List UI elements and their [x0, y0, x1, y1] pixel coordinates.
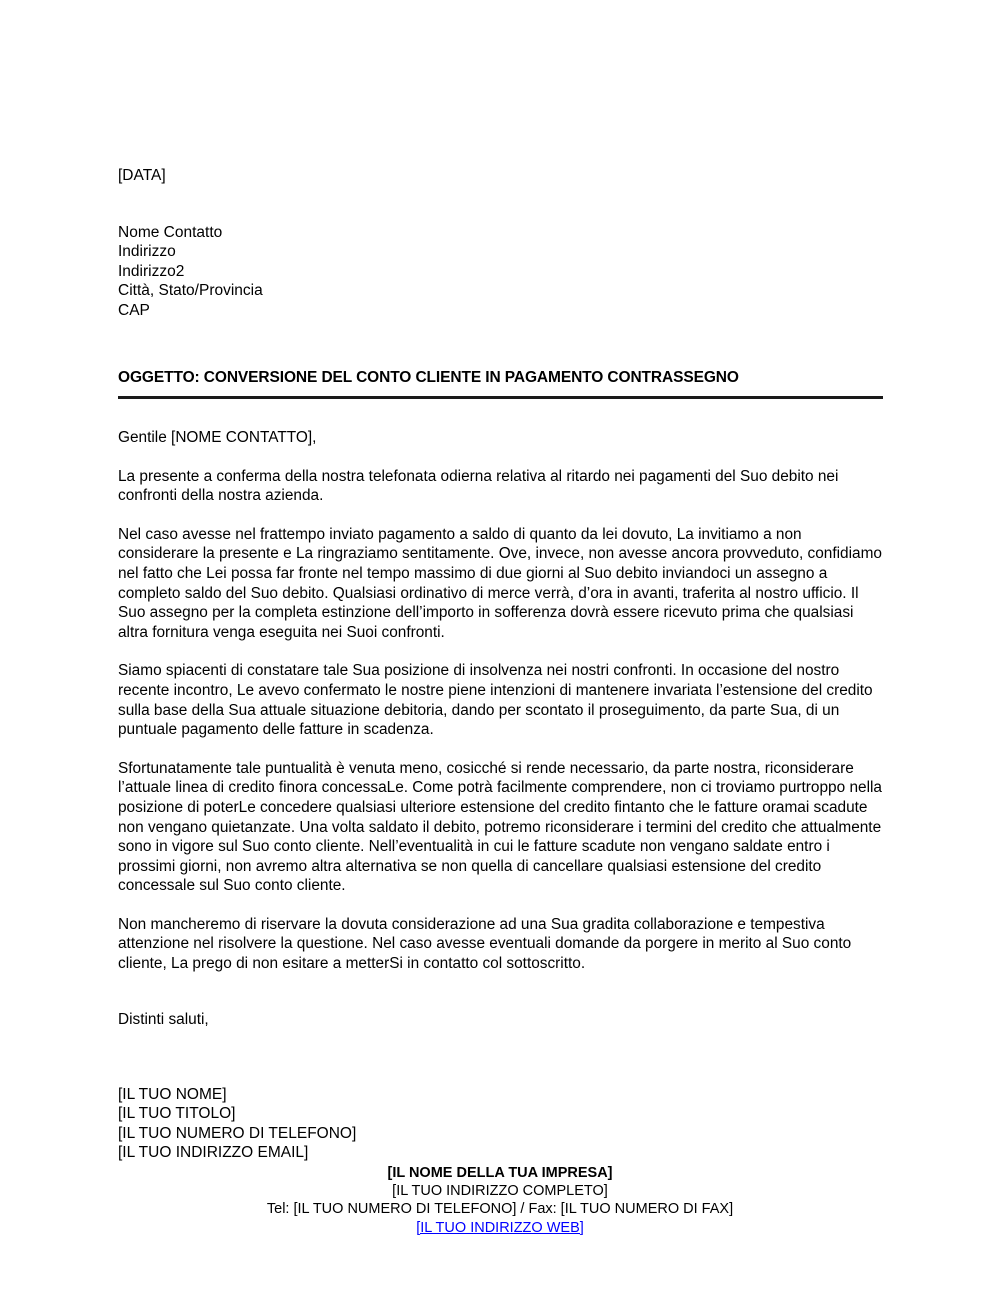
recipient-name: Nome Contatto [118, 224, 223, 241]
page-footer [0, 1164, 1000, 1237]
signature-block [118, 1085, 356, 1163]
closing-salutation: Distinti saluti, [118, 1010, 209, 1028]
signer-phone: [IL TUO NUMERO DI TELEFONO] [118, 1124, 357, 1142]
recipient-address-2: Indirizzo2 [118, 262, 185, 280]
subject-divider-rule [118, 396, 883, 399]
recipient-address-1: Indirizzo [118, 243, 176, 261]
footer-website-link[interactable]: [IL TUO INDIRIZZO WEB] [416, 1219, 584, 1236]
body-paragraph-4: Sfortunatamente tale puntualità è venuta meno, cosicché si rende necessario, da parte nostra, riconsiderare l’attuale linea di credito finora concessaLe. Come potrà facilmente comprendere, non ci troviamo purtroppo nella posizione di poterLe concedere qualsiasi ulteriore estensione del credito fintanto che le fatture oramai scadute non vengano quietanzate. Una volta saldato il debito, potremo riconsiderare i termini del credito che attualmente sono in vigore sul Suo conto cliente. Nell’eventualità in cui le fatture scadute non vengano saldate entro i prossimi giorni, non avremo altra alternativa se non quella di cancellare qualsiasi estensione del credito concessale sul Suo conto cliente. [118, 759, 882, 895]
recipient-address-block [118, 223, 263, 320]
recipient-city-state: Città, Stato/Provincia [118, 282, 263, 300]
subject-line: OGGETTO: CONVERSIONE DEL CONTO CLIENTE IN PAGAMENTO CONTRASSEGNO [118, 369, 739, 386]
footer-address: [IL TUO INDIRIZZO COMPLETO] [392, 1183, 608, 1200]
body-paragraph-5: Non mancheremo di riservare la dovuta considerazione ad una Sua gradita collaborazione e tempestiva attenzione nel risolvere la questione. Nel caso avesse eventuali domande da porgere in merito al Suo conto cliente, La prego di non esitare a metterSi in contatto col sottoscritto. [118, 915, 852, 973]
subject-section [118, 368, 883, 399]
signer-name: [IL TUO NOME] [118, 1086, 227, 1103]
recipient-postal-code: CAP [118, 301, 150, 319]
footer-contact: Tel: [IL TUO NUMERO DI TELEFONO] / Fax: [IL TUO NUMERO DI FAX] [266, 1201, 734, 1218]
salutation: Gentile [NOME CONTATTO], [118, 429, 317, 446]
signer-title: [IL TUO TITOLO] [118, 1105, 236, 1123]
body-paragraph-2: Nel caso avesse nel frattempo inviato pagamento a saldo di quanto da lei dovuto, La invitiamo a non considerare la presente e La ringraziamo sentitamente. Ove, invece, non avesse ancora provveduto, confidiamo nel fatto che Lei possa far fronte nel tempo massimo di due giorni al Suo debito inviandoci un assegno a completo saldo del Suo debito. Qualsiasi ordinativo di merce verrà, d’ora in avanti, traferita al nostro ufficio. Il Suo assegno per la completa estinzione dell’importo in sofferenza dovrà essere ricevuto prima che qualsiasi altra fornitura venga eseguita nei Suoi confronti. [118, 525, 882, 641]
letter-body [118, 428, 883, 1029]
date-field: [DATA] [118, 167, 166, 184]
body-paragraph-3: Siamo spiacenti di constatare tale Sua posizione di insolvenza nei nostri confronti. In occasione del nostro recente incontro, Le avevo confermato le nostre piene intenzioni di mantenere invariata l’estensione del credito sulla base della Sua attuale situazione debitoria, dando per scontato il proseguimento, da parte Sua, di un puntuale pagamento delle fatture in scadenza. [118, 662, 873, 739]
signer-email: [IL TUO INDIRIZZO EMAIL] [118, 1144, 309, 1162]
footer-company-name: [IL NOME DELLA TUA IMPRESA] [387, 1165, 613, 1181]
body-paragraph-1: La presente a conferma della nostra telefonata odierna relativa al ritardo nei pagamenti del Suo debito nei confronti della nostra azienda. [118, 467, 839, 505]
